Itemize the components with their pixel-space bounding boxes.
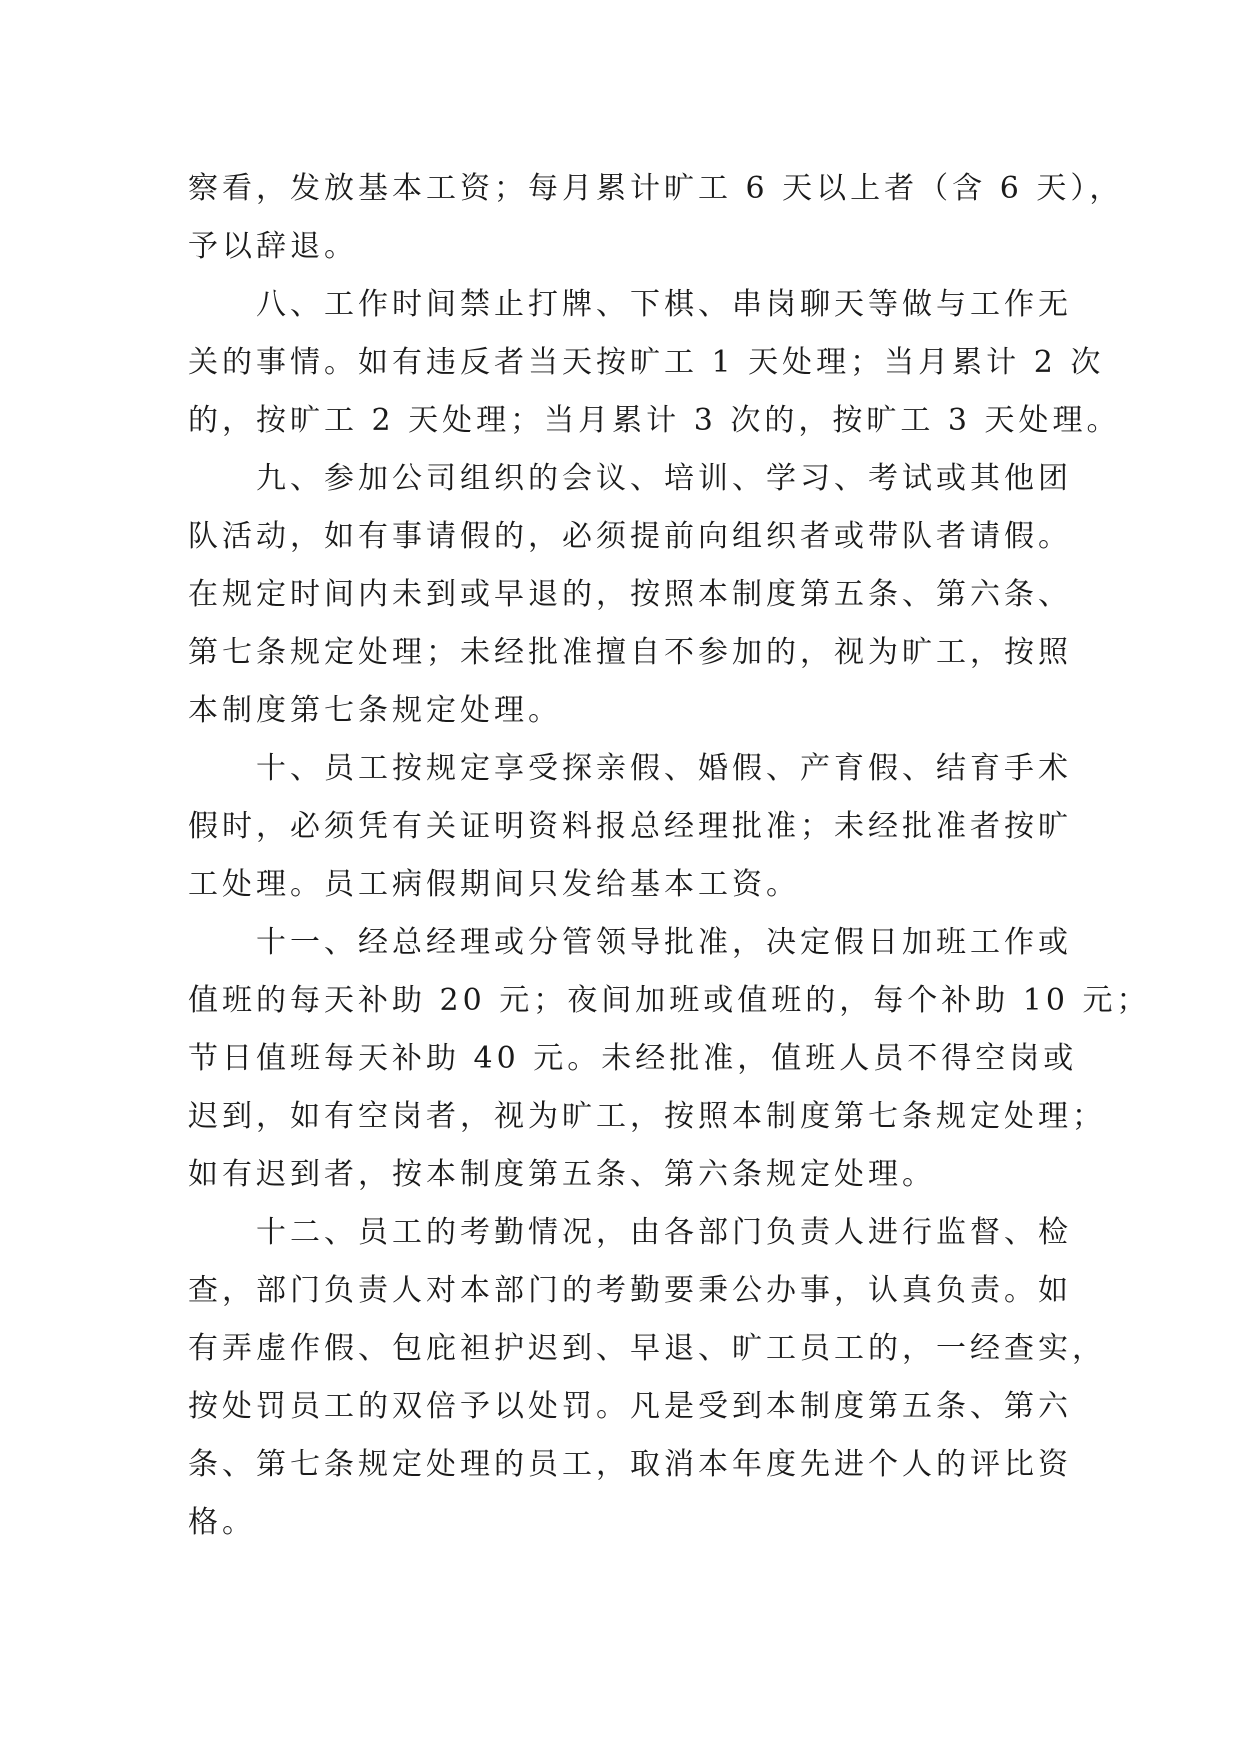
document-body (188, 160, 1151, 1552)
paragraph-article-8 (188, 276, 1121, 450)
text-line: 第七条规定处理；未经批准擅自不参加的，视为旷工，按照 (188, 635, 1072, 670)
text-line: 本制度第七条规定处理。 (188, 693, 562, 728)
text-line: 十一、经总经理或分管领导批准，决定假日加班工作或 (256, 925, 1072, 960)
paragraph-article-10 (188, 740, 1072, 914)
paragraph-continued (188, 160, 1124, 276)
text-line: 十、员工按规定享受探亲假、婚假、产育假、结育手术 (256, 751, 1072, 786)
text-line: 按处罚员工的双倍予以处罚。凡是受到本制度第五条、第六 (188, 1389, 1072, 1424)
paragraph-article-12 (188, 1204, 1106, 1552)
text-line: 察看，发放基本工资；每月累计旷工 6 天以上者（含 6 天）， (188, 171, 1124, 206)
text-line: 在规定时间内未到或早退的，按照本制度第五条、第六条、 (188, 577, 1072, 612)
text-line: 迟到，如有空岗者，视为旷工，按照本制度第七条规定处理； (188, 1099, 1106, 1134)
paragraph-article-9 (188, 450, 1072, 740)
text-line: 如有迟到者，按本制度第五条、第六条规定处理。 (188, 1157, 936, 1192)
text-line: 予以辞退。 (188, 229, 358, 264)
text-line: 格。 (188, 1505, 256, 1540)
text-line: 八、工作时间禁止打牌、下棋、串岗聊天等做与工作无 (256, 287, 1072, 322)
text-line: 工处理。员工病假期间只发给基本工资。 (188, 867, 800, 902)
text-line: 的，按旷工 2 天处理；当月累计 3 次的，按旷工 3 天处理。 (188, 403, 1121, 438)
text-line: 查，部门负责人对本部门的考勤要秉公办事，认真负责。如 (188, 1273, 1072, 1308)
paragraph-article-11 (188, 914, 1151, 1204)
text-line: 节日值班每天补助 40 元。未经批准，值班人员不得空岗或 (188, 1041, 1078, 1076)
text-line: 九、参加公司组织的会议、培训、学习、考试或其他团 (256, 461, 1072, 496)
text-line: 条、第七条规定处理的员工，取消本年度先进个人的评比资 (188, 1447, 1072, 1482)
text-line: 队活动，如有事请假的，必须提前向组织者或带队者请假。 (188, 519, 1072, 554)
text-line: 十二、员工的考勤情况，由各部门负责人进行监督、检 (256, 1215, 1072, 1250)
text-line: 值班的每天补助 20 元；夜间加班或值班的，每个补助 10 元； (188, 983, 1151, 1018)
text-line: 关的事情。如有违反者当天按旷工 1 天处理；当月累计 2 次 (188, 345, 1105, 380)
text-line: 有弄虚作假、包庇袒护迟到、早退、旷工员工的，一经查实， (188, 1331, 1106, 1366)
text-line: 假时，必须凭有关证明资料报总经理批准；未经批准者按旷 (188, 809, 1072, 844)
